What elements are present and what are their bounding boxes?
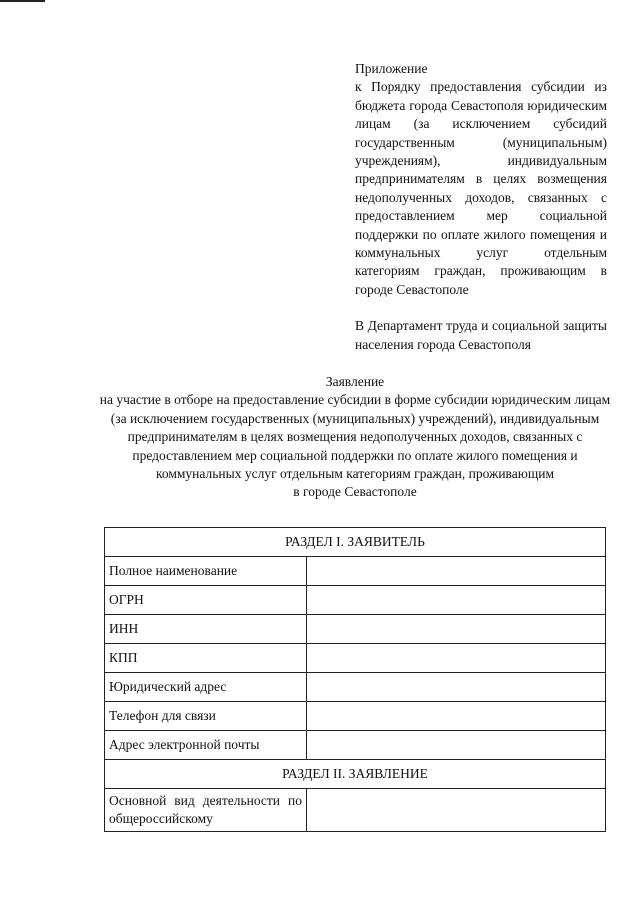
table-row [105,644,606,673]
field-label: ИНН [105,615,307,644]
table-row [105,731,606,760]
table-row [105,615,606,644]
section-header-row [105,528,606,557]
table-row [105,673,606,702]
field-label: Телефон для связи [105,702,307,731]
field-label: ОГРН [105,586,307,615]
appendix-body: к Порядку предоставления субсидии из бюджета города Севастополя юридическим лицам (за исключением субсидий государственным (муниципальным) учреждениям), индивидуальным предпринимателям в целях возмещения недополученных доходов, связанных с предоставлением мер социальной поддержки по оплате жилого помещения и коммунальных услуг отдельным категориям граждан, проживающим в городе Севастополе [355,79,607,297]
main-activity-field[interactable] [307,789,606,832]
statement-title: Заявление [325,374,385,389]
scan-corner-mark [0,0,45,2]
full-name-field[interactable] [307,557,606,586]
email-field[interactable] [307,731,606,760]
addressee: В Департамент труда и социальной защиты населения города Севастополя [355,318,607,352]
statement-text: на участие в отборе на предоставление субсидии в форме субсидии юридическим лицам (за исключением государственных (муниципальных) учреждений), индивидуальным предпринимателям в целях возмещения недополученных доходов, связанных с предоставлением мер социальной поддержки по оплате жилого помещения и коммунальных услуг отдельным категориям граждан, проживающим [99,392,611,482]
table-row [105,586,606,615]
field-label: Полное наименование [105,557,307,586]
field-label: Юридический адрес [105,673,307,702]
field-label: Основной вид деятельности по общероссийскому [105,789,307,832]
table-row [105,557,606,586]
section-header-row [105,760,606,789]
appendix-block [355,60,607,354]
table-row [105,702,606,731]
section2-title: РАЗДЕЛ II. ЗАЯВЛЕНИЕ [105,760,606,789]
appendix-title: Приложение [355,61,428,76]
statement-heading [95,373,615,502]
ogrn-field[interactable] [307,586,606,615]
field-label: Адрес электронной почты [105,731,307,760]
phone-field[interactable] [307,702,606,731]
table-row [105,789,606,832]
kpp-field[interactable] [307,644,606,673]
statement-text-last: в городе Севастополе [293,484,417,500]
applicant-form-table [104,527,606,832]
section1-title: РАЗДЕЛ I. ЗАЯВИТЕЛЬ [105,528,606,557]
legal-address-field[interactable] [307,673,606,702]
field-label: КПП [105,644,307,673]
inn-field[interactable] [307,615,606,644]
